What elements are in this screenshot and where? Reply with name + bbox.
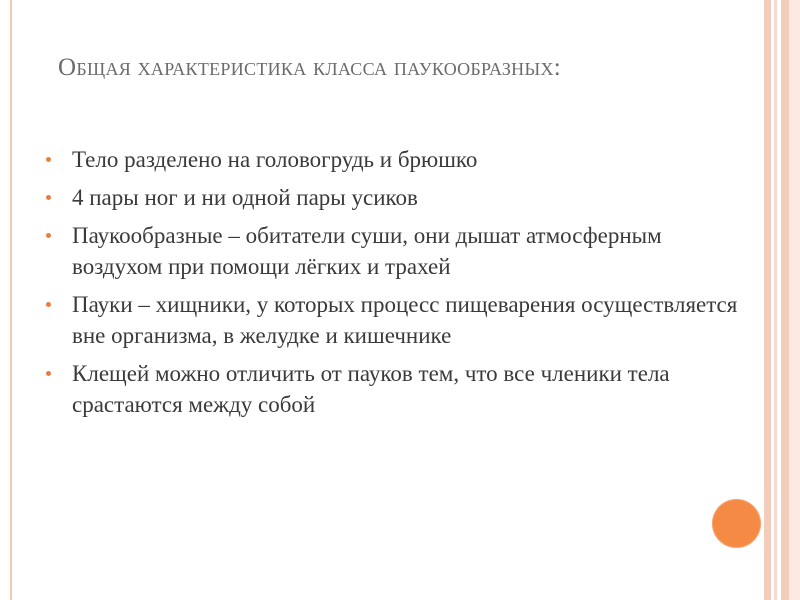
bullet-text: 4 пары ног и ни одной пары усиков: [72, 185, 418, 210]
bullet-text: Тело разделено на головогрудь и брюшко: [72, 147, 478, 172]
bullet-item: [46, 144, 746, 175]
bullet-item: [46, 358, 746, 420]
bullet-dot-icon: [46, 371, 51, 376]
bullet-item: [46, 182, 746, 213]
right-decorative-stripe: [789, 0, 800, 600]
right-decorative-stripe: [764, 0, 771, 600]
bullet-item: [46, 220, 746, 282]
bullet-list: [46, 144, 746, 427]
bullet-dot-icon: [46, 195, 51, 200]
bullet-dot-icon: [46, 302, 51, 307]
right-decorative-stripe: [781, 0, 789, 600]
bullet-text: Пауки – хищники, у которых процесс пищеварения осуществляется вне организма, в желудке и кишечнике: [72, 292, 738, 348]
bullet-dot-icon: [46, 233, 51, 238]
bullet-item: [46, 289, 746, 351]
bullet-text: Клещей можно отличить от пауков тем, что все членики тела срастаются между собой: [72, 361, 670, 417]
bullet-dot-icon: [46, 157, 51, 162]
bullet-text: Паукообразные – обитатели суши, они дышат атмосферным воздухом при помощи лёгких и трахей: [72, 223, 662, 279]
slide-title: Общая характеристика класса паукообразных:: [58, 54, 562, 81]
decorative-circle-icon: [712, 499, 761, 548]
left-decorative-line: [10, 0, 12, 600]
